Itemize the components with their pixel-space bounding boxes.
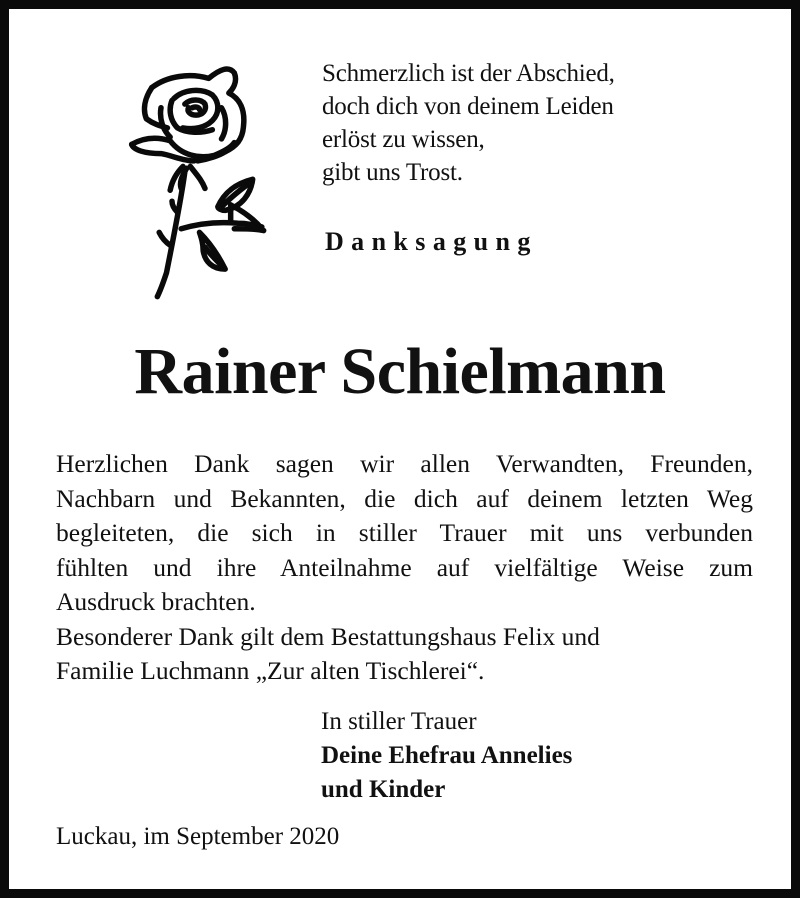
poem-line: Schmerzlich ist der Abschied, xyxy=(322,60,615,87)
signature-block xyxy=(321,705,572,807)
deceased-name: Rainer Schielmann xyxy=(134,335,666,408)
heading-danksagung: Danksagung xyxy=(325,227,538,256)
poem-line: erlöst zu wissen, xyxy=(322,126,485,153)
signature-intro: In stiller Trauer xyxy=(321,708,477,735)
body-line: Ausdruck brachten. xyxy=(56,587,256,616)
body-line: begleiteten, die sich in stiller Trauer mit uns verbunden xyxy=(56,518,753,547)
signature-family: und Kinder xyxy=(321,776,446,803)
rose-icon xyxy=(117,49,282,304)
body-line: Herzlichen Dank sagen wir allen Verwandten, Freunden, xyxy=(56,449,753,478)
poem-line: doch dich von deinem Leiden xyxy=(322,93,614,120)
body-line: fühlten und ihre Anteilnahme auf vielfältige Weise zum xyxy=(56,552,753,582)
body-line: Besonderer Dank gilt dem Bestattungshaus Felix und xyxy=(56,621,600,651)
thanks-paragraph xyxy=(56,447,753,689)
poem-line: gibt uns Trost. xyxy=(322,159,463,186)
body-line: Nachbarn und Bekannten, die dich auf deinem letzten Weg xyxy=(56,483,753,513)
body-line: Familie Luchmann „Zur alten Tischlerei“. xyxy=(56,656,485,685)
place-date: Luckau, im September 2020 xyxy=(56,823,340,850)
signature-name: Deine Ehefrau Annelies xyxy=(321,742,573,769)
poem-verse xyxy=(322,57,615,189)
